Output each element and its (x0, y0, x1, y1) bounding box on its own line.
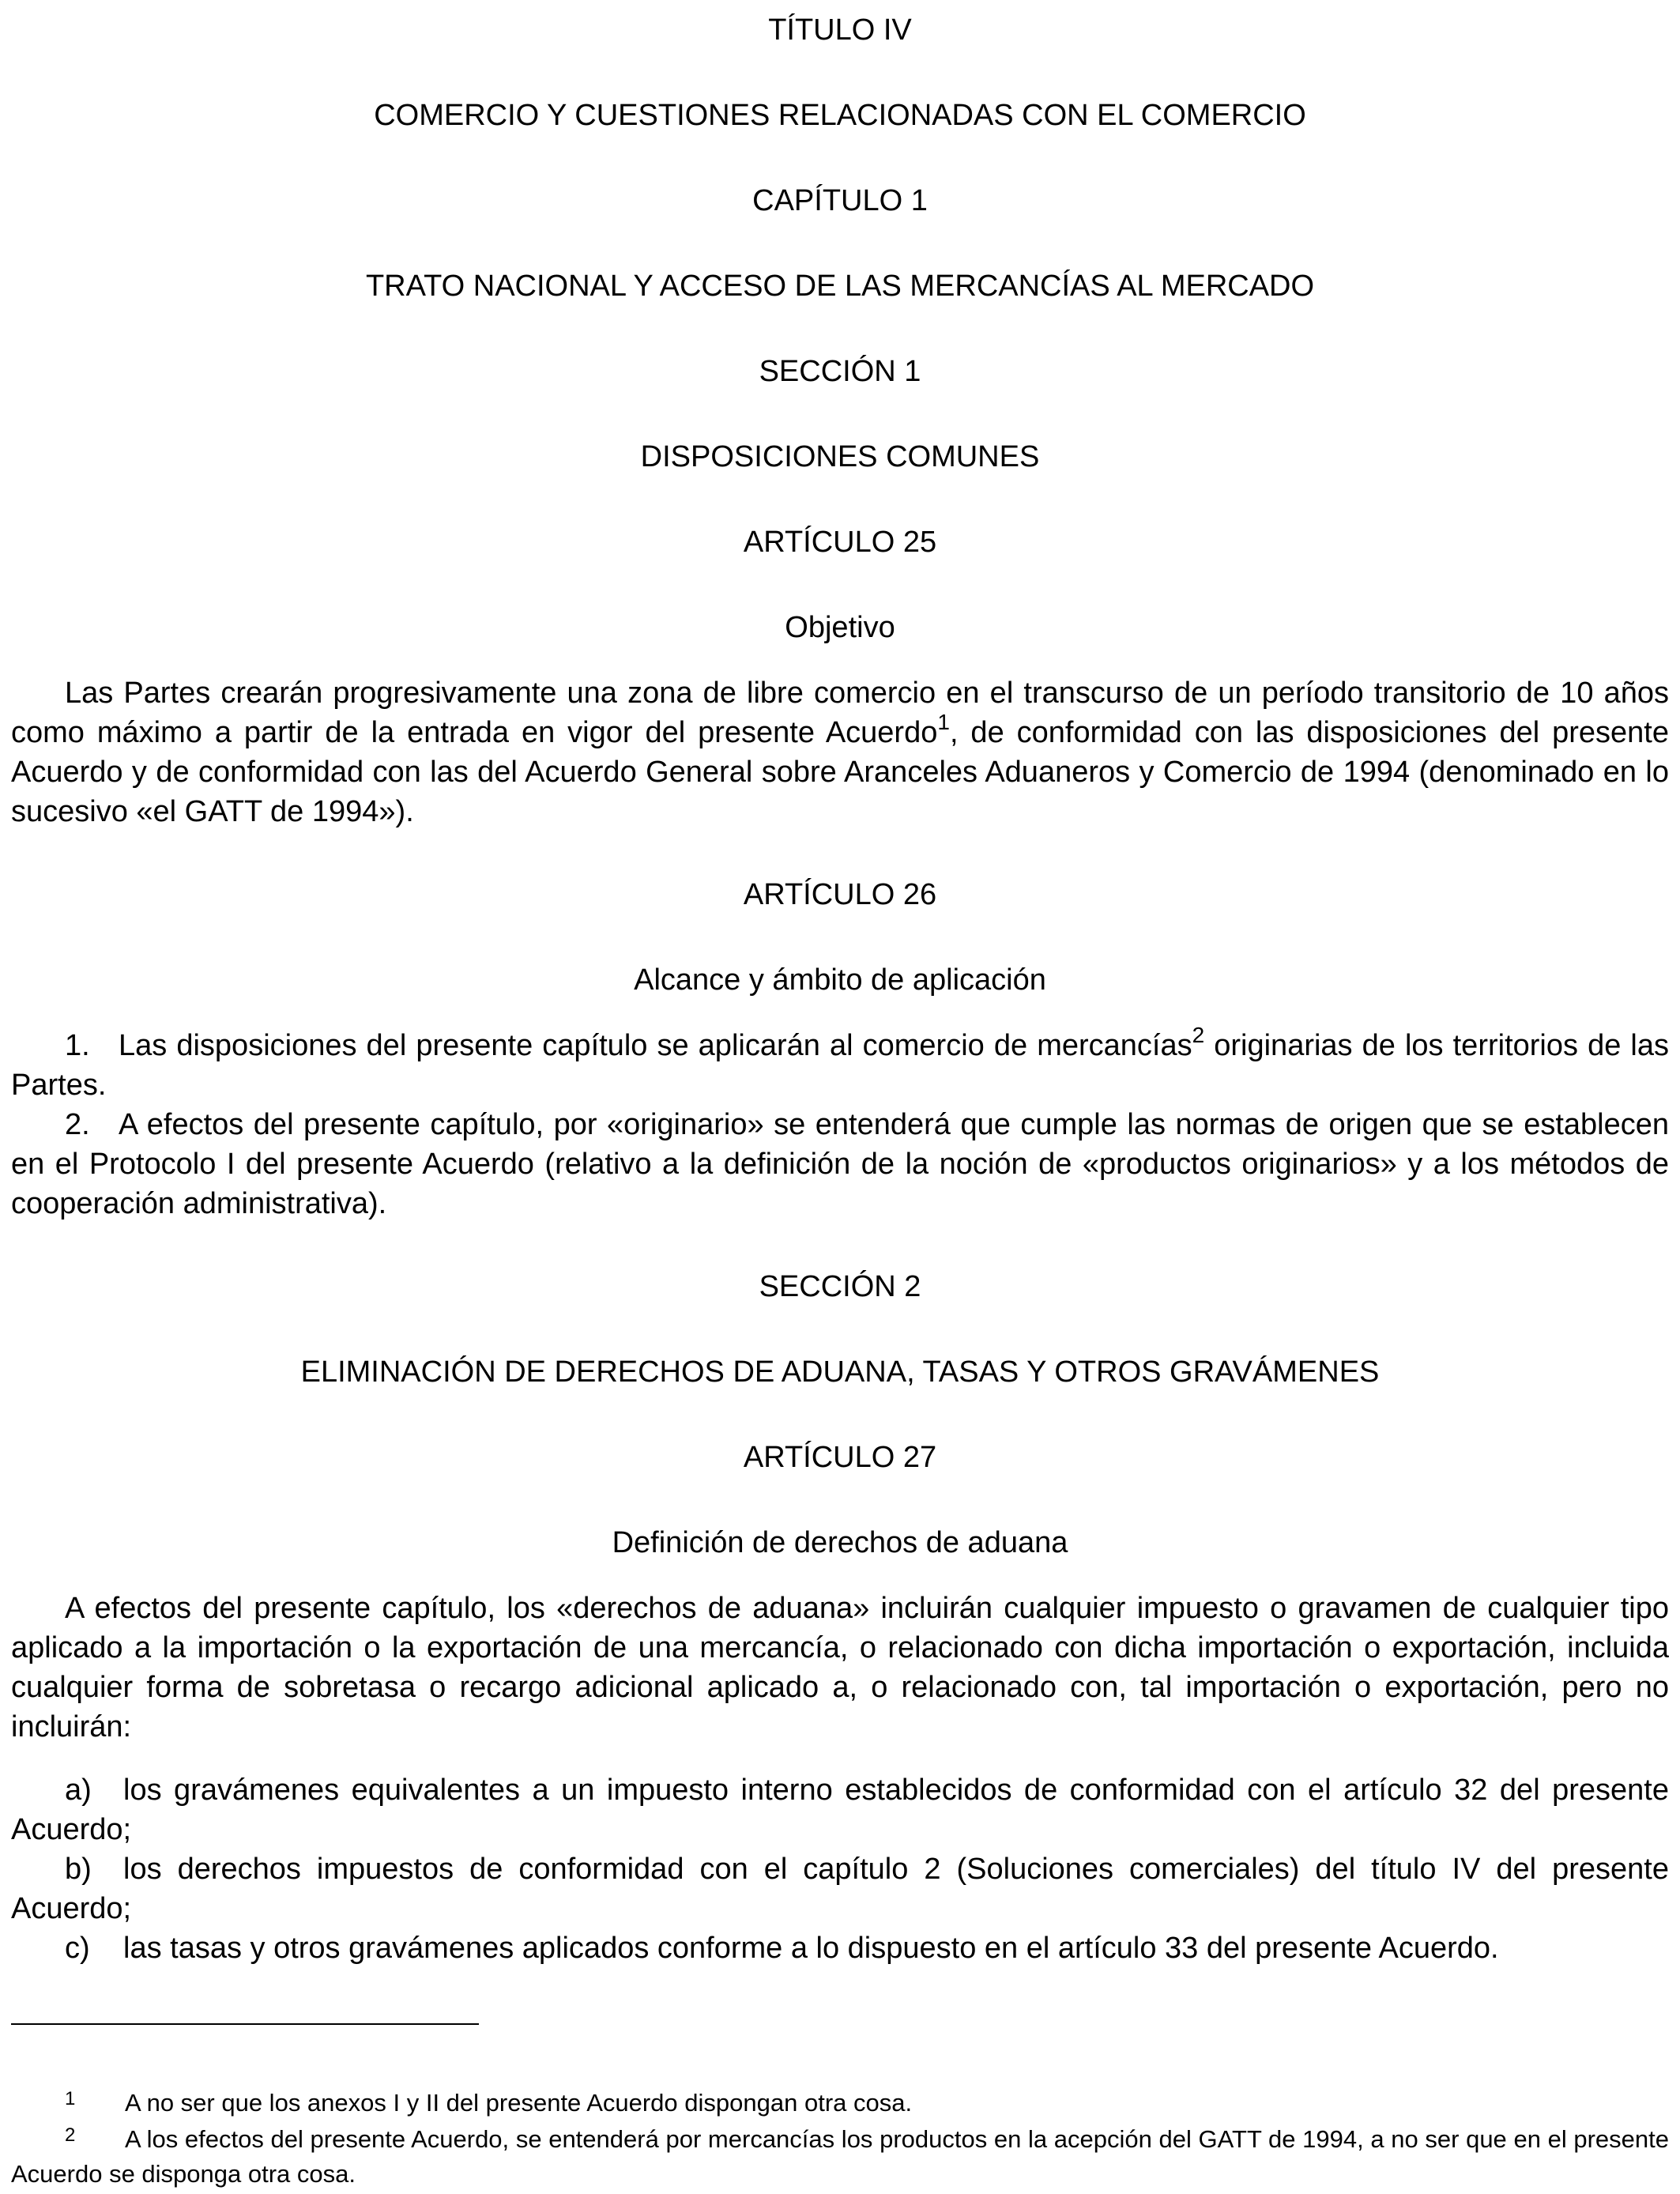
footnote-text: A los efectos del presente Acuerdo, se entenderá por mercancías los productos en la acepción del GATT de 1994, a no ser que en el presente Acuerdo se disponga otra cosa. (11, 2125, 1669, 2188)
footnote-separator (11, 2023, 479, 2025)
chapter-name: TRATO NACIONAL Y ACCESO DE LAS MERCANCÍAS AL MERCADO (365, 270, 1315, 303)
list-item-c (11, 1928, 1669, 1968)
list-item-text: las tasas y otros gravámenes aplicados conforme a lo dispuesto en el artículo 33 del presente Acuerdo. (123, 1932, 1499, 1965)
article-26-p1-text-a: Las disposiciones del presente capítulo se aplicarán al comercio de mercancías (119, 1029, 1192, 1062)
article-26-paragraph-2 (11, 1105, 1669, 1223)
footnote-mark: 2 (65, 2124, 76, 2146)
list-item-b (11, 1849, 1669, 1928)
article-27-intro (11, 1589, 1669, 1747)
footnote-2 (11, 2118, 1669, 2192)
section-2-name: ELIMINACIÓN DE DERECHOS DE ADUANA, TASAS Y OTROS GRAVÁMENES (300, 1355, 1380, 1389)
article-27-subtitle: Definición de derechos de aduana (612, 1526, 1068, 1559)
list-item-label: b) (65, 1853, 92, 1886)
article-27-intro-text: A efectos del presente capítulo, los «derechos de aduana» incluirán cualquier impuesto o gravamen de cualquier tipo aplicado a la importación o la exportación de una mercancía, o relacionado con dicha importación o exportación, incluida cualquier forma de sobretasa o recargo adicional aplicado a, o relacionado con, tal importación o exportación, pero no incluirán: (11, 1592, 1669, 1744)
footnote-1 (11, 2082, 1669, 2120)
section-2-heading: SECCIÓN 2 (759, 1270, 921, 1303)
chapter-heading: CAPÍTULO 1 (752, 184, 928, 217)
title-name: COMERCIO Y CUESTIONES RELACIONADAS CON EL COMERCIO (374, 99, 1306, 132)
article-25-text-b: , de conformidad con las disposiciones del presente Acuerdo y de conformidad con las del Acuerdo General sobre Aranceles Aduaneros y Comercio de 1994 (denominado en lo sucesivo «el GATT de 1994»). (11, 716, 1670, 828)
article-26-paragraph-1 (11, 1023, 1669, 1105)
paragraph-number: 1. (65, 1029, 90, 1062)
article-25-paragraph (11, 673, 1669, 831)
footnote-ref-2: 2 (1192, 1023, 1205, 1047)
article-26-p1-text-b: originarias de los territorios de las Partes. (11, 1029, 1669, 1102)
article-26-heading: ARTÍCULO 26 (743, 878, 937, 911)
list-item-text: los gravámenes equivalentes a un impuesto interno establecidos de conformidad con el artículo 32 del presente Acuerdo; (11, 1774, 1669, 1846)
section-1-name: DISPOSICIONES COMUNES (640, 440, 1040, 473)
paragraph-number: 2. (65, 1108, 90, 1141)
footnote-mark: 1 (65, 2088, 76, 2109)
article-25-subtitle: Objetivo (785, 611, 895, 644)
article-26-p2-text: A efectos del presente capítulo, por «originario» se entenderá que cumple las normas de origen que se establecen en el Protocolo I del presente Acuerdo (relativo a la definición de la noción de «productos originarios» y a los métodos de cooperación administrativa). (11, 1108, 1669, 1220)
article-26-subtitle: Alcance y ámbito de aplicación (634, 963, 1046, 997)
list-item-text: los derechos impuestos de conformidad con el capítulo 2 (Soluciones comerciales) del título IV del presente Acuerdo; (11, 1853, 1669, 1925)
article-25-heading: ARTÍCULO 25 (743, 526, 937, 559)
footnote-text: A no ser que los anexos I y II del presente Acuerdo dispongan otra cosa. (125, 2089, 913, 2117)
article-27-heading: ARTÍCULO 27 (743, 1441, 937, 1474)
footnote-ref-1: 1 (937, 710, 950, 734)
list-item-a (11, 1770, 1669, 1849)
article-25-text-a: Las Partes crearán progresivamente una zona de libre comercio en el transcurso de un período transitorio de 10 años como máximo a partir de la entrada en vigor del presente Acuerdo (11, 677, 1669, 749)
section-1-heading: SECCIÓN 1 (759, 355, 921, 388)
title-heading: TÍTULO IV (768, 13, 912, 47)
list-item-label: c) (65, 1932, 90, 1965)
list-item-label: a) (65, 1774, 92, 1807)
